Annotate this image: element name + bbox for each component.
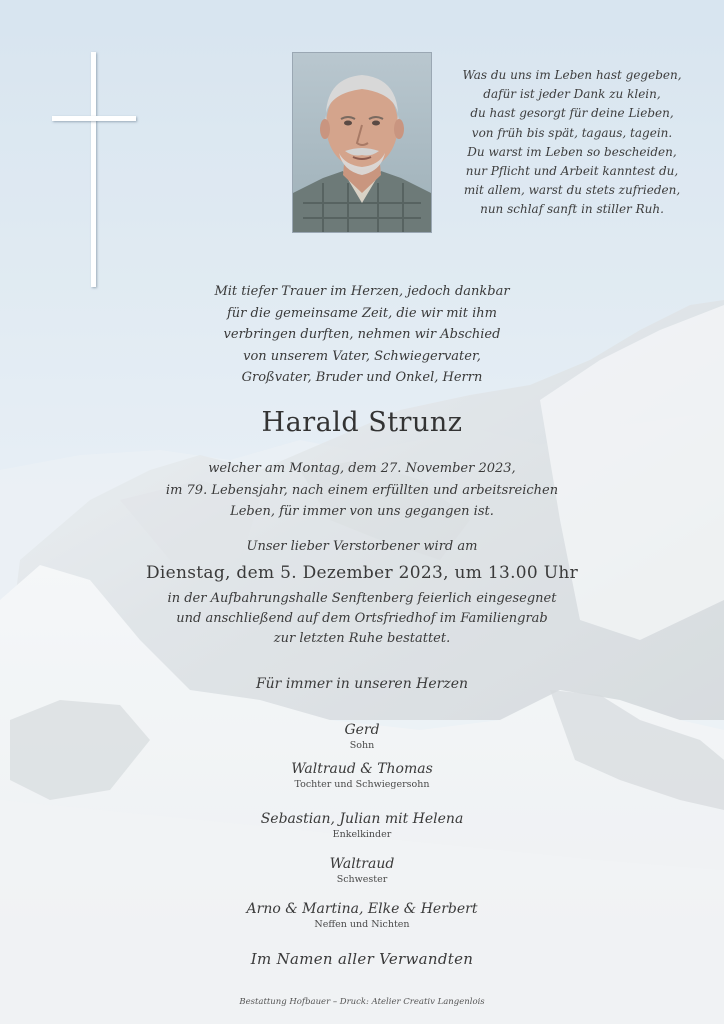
- funeral-line: zur letzten Ruhe bestattet.: [273, 631, 451, 646]
- funeral-line: und anschließend auf dem Ortsfriedhof im Familiengrab: [176, 611, 548, 626]
- mourner-relation: Tochter und Schwiegersohn: [294, 779, 430, 790]
- mourner-entry: [0, 760, 724, 791]
- deceased-name: Harald Strunz: [261, 407, 463, 438]
- poem: [440, 66, 704, 220]
- mourner-name: Waltraud & Thomas: [291, 761, 433, 777]
- mourner-relation: Enkelkinder: [332, 829, 392, 840]
- poem-line: Du warst im Leben so bescheiden,: [467, 144, 677, 159]
- poem-line: Was du uns im Leben hast gegeben,: [462, 68, 682, 82]
- intro-line: Großvater, Bruder und Onkel, Herrn: [241, 370, 483, 385]
- death-line: welcher am Montag, dem 27. November 2023,: [208, 461, 516, 476]
- intro-text: [0, 281, 724, 389]
- poem-line: du hast gesorgt für deine Lieben,: [470, 106, 674, 121]
- cross-icon: [52, 52, 136, 287]
- death-line: Leben, für immer von uns gegangen ist.: [230, 504, 494, 519]
- mourner-name: Gerd: [344, 722, 380, 738]
- footer-credits: Bestattung Hofbauer – Druck: Atelier Creativ Langenlois: [239, 997, 485, 1007]
- closing-text: Im Namen aller Verwandten: [250, 950, 474, 968]
- death-text: [0, 458, 724, 523]
- mourner-name: Waltraud: [329, 856, 395, 872]
- poem-line: nun schlaf sanft in stiller Ruh.: [480, 202, 664, 217]
- mourner-entry: [0, 810, 724, 841]
- mourner-entry: [0, 721, 724, 752]
- death-line: im 79. Lebensjahr, nach einem erfüllten und arbeitsreichen: [165, 482, 559, 498]
- mourner-name: Arno & Martina, Elke & Herbert: [246, 901, 478, 917]
- mourner-entry: [0, 855, 724, 886]
- portrait-photo: [292, 52, 432, 233]
- intro-line: verbringen durften, nehmen wir Abschied: [223, 327, 501, 342]
- mourner-relation: Sohn: [349, 740, 375, 751]
- intro-line: für die gemeinsame Zeit, die wir mit ihm: [227, 305, 497, 321]
- funeral-intro: Unser lieber Verstorbener wird am: [246, 539, 478, 554]
- poem-line: nur Pflicht und Arbeit kanntest du,: [465, 164, 679, 179]
- mourner-relation: Neffen und Nichten: [314, 919, 410, 930]
- funeral-date: Dienstag, dem 5. Dezember 2023, um 13.00 Uhr: [145, 563, 579, 583]
- poem-line: dafür ist jeder Dank zu klein,: [483, 87, 661, 102]
- poem-line: von früh bis spät, tagaus, tagein.: [471, 125, 673, 140]
- mourner-name: Sebastian, Julian mit Helena: [260, 811, 464, 827]
- poem-line: mit allem, warst du stets zufrieden,: [463, 183, 681, 198]
- intro-line: Mit tiefer Trauer im Herzen, jedoch dankbar: [214, 284, 510, 299]
- intro-line: von unserem Vater, Schwiegervater,: [243, 348, 481, 364]
- motto: Für immer in unseren Herzen: [255, 676, 469, 692]
- funeral-line: in der Aufbahrungshalle Senftenberg feierlich eingesegnet: [167, 591, 557, 606]
- mourner-relation: Schwester: [336, 874, 388, 885]
- mourner-entry: [0, 900, 724, 931]
- funeral-text: [0, 589, 724, 649]
